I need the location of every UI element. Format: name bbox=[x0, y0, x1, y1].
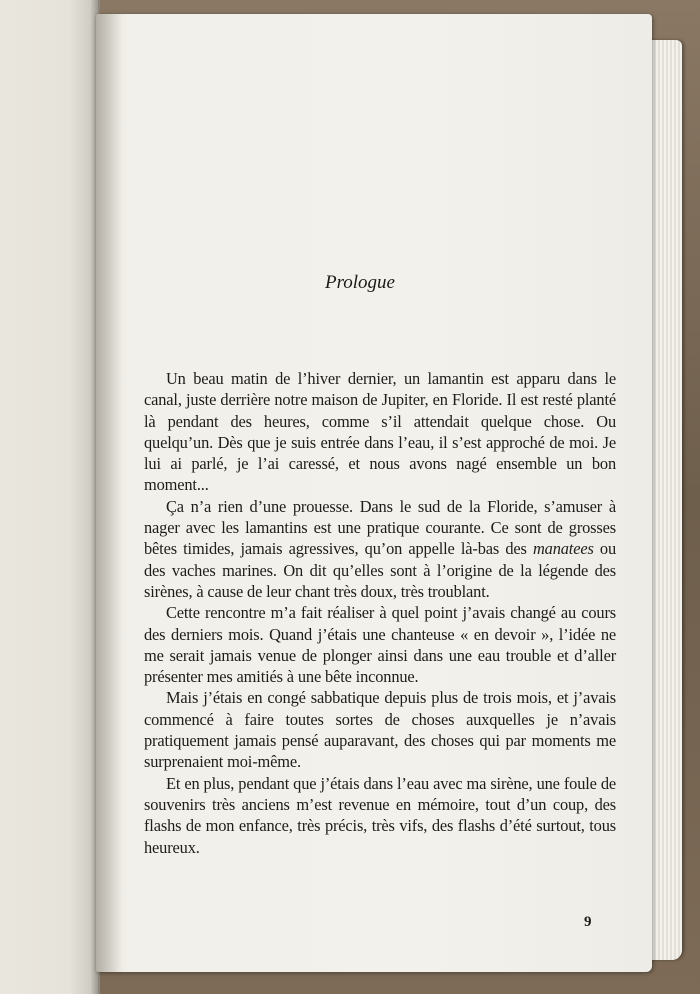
paragraph-3: Cette rencontre m’a fait réaliser à quel point j’avais changé au cours des derniers mois. Quand j’étais une chanteuse « en devoir », l’idée ne me serait jamais venue de plonger ainsi dans une eau trouble et d’aller présenter mes amitiés à une bête inconnue. bbox=[144, 603, 616, 687]
paragraph-2: Ça n’a rien d’une prouesse. Dans le sud de la Floride, s’amuser à nager avec les lamantins est une pratique courante. Ce sont de grosses bêtes timides, jamais agressives, qu’on appelle là-bas des manatees ou des vaches marines. On dit qu’elles sont à l’origine de la légende des sirènes, à cause de leur chant très doux, très troublant. bbox=[144, 496, 617, 601]
page-number: 9 bbox=[584, 914, 592, 930]
body-text bbox=[144, 368, 616, 858]
book-page bbox=[96, 14, 652, 972]
paragraph-5: Et en plus, pendant que j’étais dans l’eau avec ma sirène, une foule de souvenirs très anciens m’est revenue en mémoire, tout d’un coup, des flashs de mon enfance, très précis, très vifs, des flashs d’été surtout, tous heureux. bbox=[144, 773, 616, 857]
gutter-shadow bbox=[96, 14, 122, 972]
chapter-title: Prologue bbox=[324, 272, 395, 293]
paragraph-1: Un beau matin de l’hiver dernier, un lamantin est apparu dans le canal, juste derrière notre maison de Jupiter, en Floride. Il est resté planté là pendant des heures, comme s’il attendait quelque chose. Ou quelqu’un. Dès que je suis entrée dans l’eau, il s’est approché de moi. Je lui ai parlé, je l’ai caressé, et nous avons nagé ensemble un bon moment... bbox=[144, 369, 616, 495]
paragraph-4: Mais j’étais en congé sabbatique depuis plus de trois mois, et j’avais commencé à faire toutes sortes de choses auxquelles je n’avais pratiquement jamais pensé auparavant, des choses qui par moments me surprenaient moi-même. bbox=[144, 688, 616, 772]
left-page bbox=[0, 0, 100, 994]
